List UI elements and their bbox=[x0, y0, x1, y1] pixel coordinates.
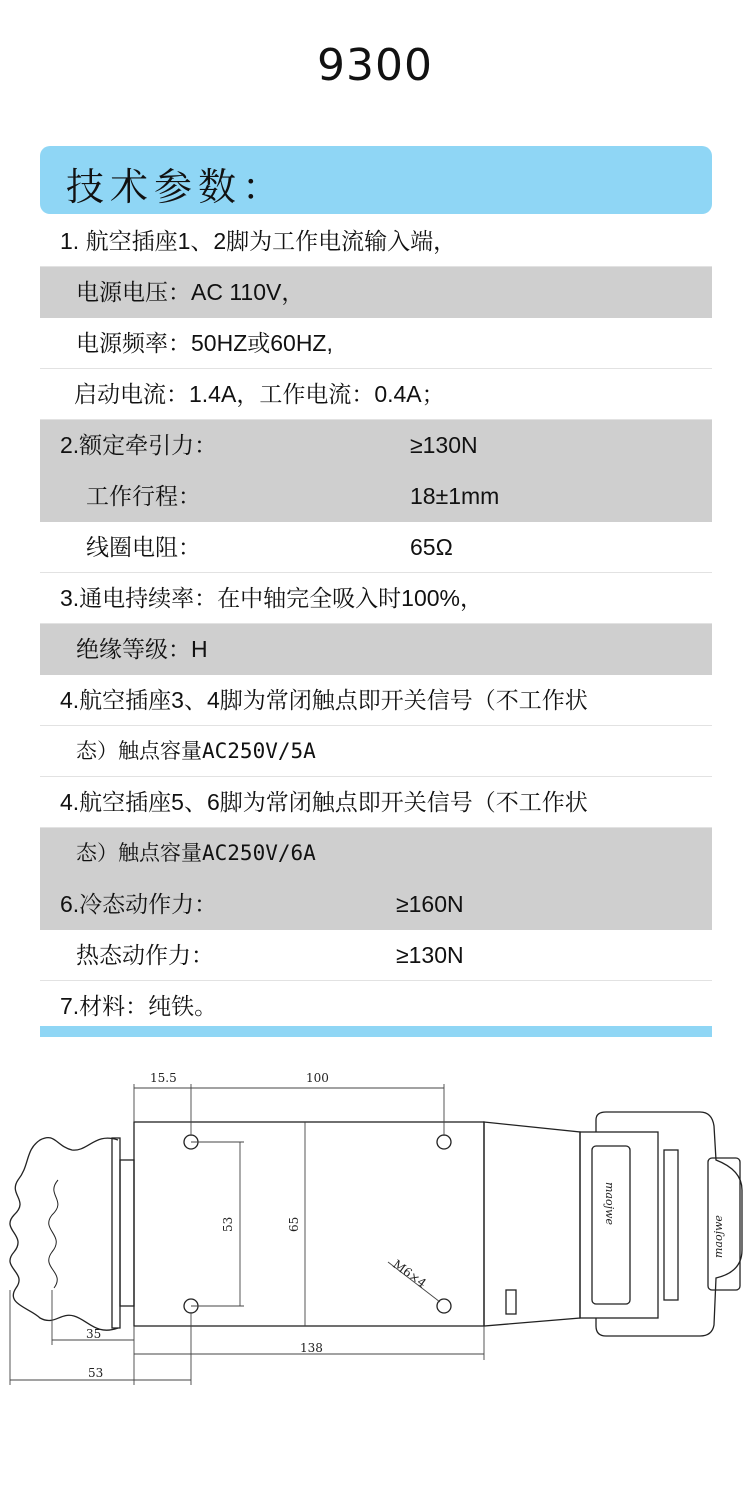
spec-row bbox=[40, 879, 712, 930]
technical-drawing bbox=[0, 1040, 750, 1460]
dim-label: 53 bbox=[221, 1216, 235, 1232]
spec-label: 7.材料：纯铁。 bbox=[60, 993, 218, 1019]
spec-label: 电源电压：AC 110V， bbox=[76, 279, 305, 305]
spec-row bbox=[40, 573, 712, 624]
product-model-title: 9300 bbox=[317, 40, 433, 91]
brand-label: maojwe bbox=[603, 1182, 616, 1225]
spec-value: ≥130N bbox=[410, 432, 478, 458]
brand-label: maojwe bbox=[712, 1215, 725, 1258]
spec-label: 态）触点容量AC250V/6A bbox=[76, 841, 316, 865]
spec-label: 2.额定牵引力： bbox=[60, 432, 218, 458]
spec-label: 3.通电持续率：在中轴完全吸入时100%， bbox=[60, 585, 484, 611]
dim-label: 53 bbox=[88, 1366, 104, 1380]
spec-label: 态）触点容量AC250V/5A bbox=[76, 739, 316, 763]
spec-label: 绝缘等级：H bbox=[76, 636, 208, 662]
section-header bbox=[40, 146, 712, 214]
mount-hole bbox=[437, 1135, 451, 1149]
spec-label: 6.冷态动作力： bbox=[60, 891, 218, 917]
spec-row bbox=[40, 675, 712, 726]
spec-row bbox=[40, 624, 712, 675]
spec-row bbox=[40, 267, 712, 318]
spec-value: ≥160N bbox=[396, 891, 464, 917]
spec-label: 电源频率：50HZ或60HZ, bbox=[76, 330, 333, 356]
spec-row bbox=[40, 369, 712, 420]
dim-label: 15.5 bbox=[150, 1071, 177, 1085]
bellows-inner bbox=[49, 1180, 58, 1288]
dim-label: 138 bbox=[300, 1341, 323, 1355]
spec-label: 线圈电阻： bbox=[86, 534, 201, 560]
dim-label: 100 bbox=[306, 1071, 329, 1085]
spec-label: 4.航空插座5、6脚为常闭触点即开关信号（不工作状 bbox=[60, 789, 588, 815]
spec-row bbox=[40, 318, 712, 369]
spec-label: 工作行程： bbox=[86, 483, 201, 509]
dim-label: 35 bbox=[86, 1327, 102, 1341]
spec-row bbox=[40, 930, 712, 981]
spec-row bbox=[40, 522, 712, 573]
spec-row bbox=[40, 420, 712, 471]
spec-label: 热态动作力： bbox=[76, 942, 214, 968]
spec-row bbox=[40, 981, 712, 1032]
spec-row bbox=[40, 726, 712, 777]
divider-bar bbox=[40, 1026, 712, 1037]
spec-value: 65Ω bbox=[410, 534, 453, 560]
spec-label: 1. 航空插座1、2脚为工作电流输入端， bbox=[60, 228, 457, 254]
spec-label: 启动电流：1.4A，工作电流：0.4A； bbox=[74, 381, 445, 407]
spec-row bbox=[40, 216, 712, 267]
spec-row bbox=[40, 828, 712, 879]
spec-row bbox=[40, 777, 712, 828]
spec-table bbox=[40, 216, 712, 1032]
dim-label: M6×4 bbox=[390, 1257, 429, 1291]
spec-value: 18±1mm bbox=[410, 483, 500, 509]
spec-label: 4.航空插座3、4脚为常闭触点即开关信号（不工作状 bbox=[60, 687, 588, 713]
spec-row bbox=[40, 471, 712, 522]
section-header-label: 技术参数： bbox=[66, 165, 287, 209]
spec-value: ≥130N bbox=[396, 942, 464, 968]
dim-label: 65 bbox=[287, 1216, 301, 1232]
bellows-outline bbox=[10, 1138, 118, 1331]
